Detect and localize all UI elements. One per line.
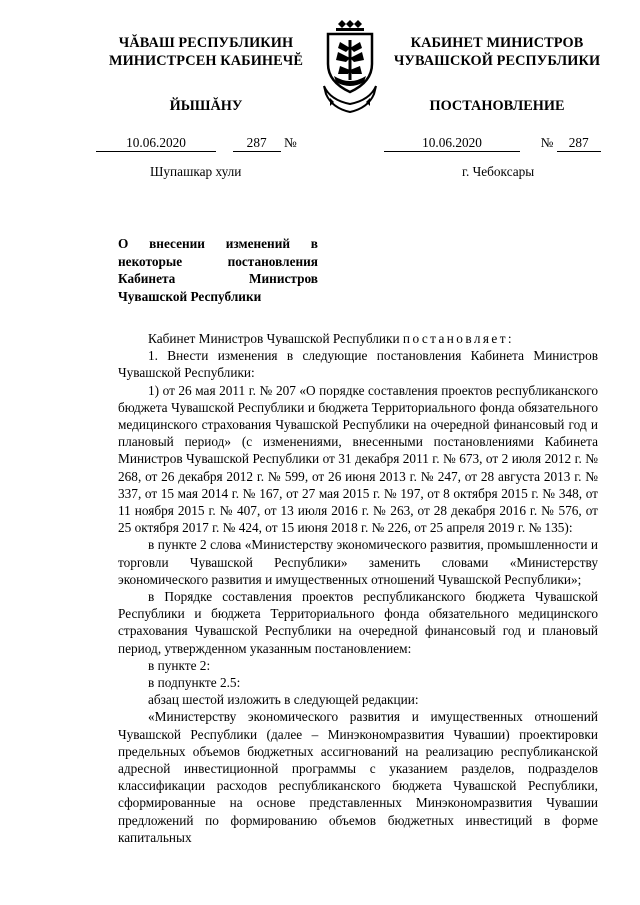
body-paragraph: в Порядке составления проектов республиканского бюджета Чувашской Республики и бюджета Территориального фонда обязательного медицинского страхования Чувашской Республики на очередной финансовый год и плановый период, утвержденном указанным постановлением:	[118, 589, 598, 656]
header-right-line2: ЧУВАШСКОЙ РЕСПУБЛИКИ	[393, 53, 601, 69]
body-paragraph: «Министерству экономического развития и имущественных отношений Чувашской Республики (далее – Минэкономразвития Чувашии) проектировки предельных объемов бюджетных ассигнований на реализацию республиканской адресной инвестиционной программы с указанием разделов, подразделов классификации расходов республиканского бюджета Чувашской Республики, сформированные на основе представленных Минэкономразвития Чувашии предложений по формированию объемов бюджетных инвестиций в форме капитальных	[118, 709, 598, 845]
left-place: Шупашкар хули	[150, 164, 242, 179]
right-date: 10.06.2020	[384, 135, 520, 152]
body-paragraph: в пункте 2:	[148, 657, 211, 673]
body-paragraph: в пункте 2 слова «Министерству экономического развития, промышленности и торговли Чувашской Республики» заменить словами «Министерству экономического развития и имущественных отношений Чувашской Республики»;	[118, 537, 598, 587]
body-paragraph	[118, 330, 598, 347]
left-date-line	[96, 135, 297, 152]
body-intro: Кабинет Министров Чувашской Республики	[148, 331, 400, 346]
header-left-line1: ЧĂВАШ РЕСПУБЛИКИН	[118, 35, 294, 51]
body-paragraph: в подпункте 2.5:	[148, 675, 241, 691]
header-right	[382, 34, 612, 70]
header-left-title: ЙЫШĂНУ	[169, 98, 243, 114]
header-right-title: ПОСТАНОВЛЕНИЕ	[429, 98, 565, 114]
body-decree-word: постановляет:	[402, 331, 515, 346]
body-paragraph: 1. Внести изменения в следующие постановления Кабинета Министров Чувашской Республики:	[118, 348, 598, 381]
coat-of-arms-icon	[320, 20, 380, 120]
right-date-line	[384, 135, 601, 152]
right-number: 287	[557, 135, 601, 152]
header-left	[96, 34, 316, 70]
document-subject: О внесении изменений в некоторые постановления Кабинета Министров Чувашской Республики	[118, 236, 318, 304]
header-left-line2: МИНИСТРСЕН КАБИНЕЧĔ	[108, 53, 304, 69]
document-body	[118, 330, 598, 846]
header-right-line1: КАБИНЕТ МИНИСТРОВ	[410, 35, 584, 51]
left-number: 287	[233, 135, 281, 152]
body-paragraph: абзац шестой изложить в следующей редакции:	[148, 692, 419, 708]
left-date: 10.06.2020	[96, 135, 216, 152]
right-place: г. Чебоксары	[462, 164, 535, 179]
right-number-sign: №	[540, 135, 554, 150]
body-paragraph: 1) от 26 мая 2011 г. № 207 «О порядке составления проектов республиканского бюджета Чувашской Республики и бюджета Территориального фонда обязательного медицинского страхования Чувашской Республики на очередной финансовый год и плановый период» (с изменениями, внесенными постановлениями Кабинета Министров Чувашской Республики от 31 декабря 2011 г. № 673, от 2 июля 2012 г. № 268, от 26 декабря 2012 г. № 599, от 26 июня 2013 г. № 247, от 28 августа 2013 г. № 337, от 15 мая 2014 г. № 167, от 27 мая 2015 г. № 197, от 8 октября 2015 г. № 348, от 11 ноября 2015 г. № 407, от 13 июля 2016 г. № 263, от 28 декабря 2016 г. № 576, от 25 октября 2017 г. № 424, от 15 июня 2018 г. № 226, от 25 апреля 2019 г. № 135):	[118, 382, 598, 536]
left-number-sign: №	[283, 135, 297, 150]
